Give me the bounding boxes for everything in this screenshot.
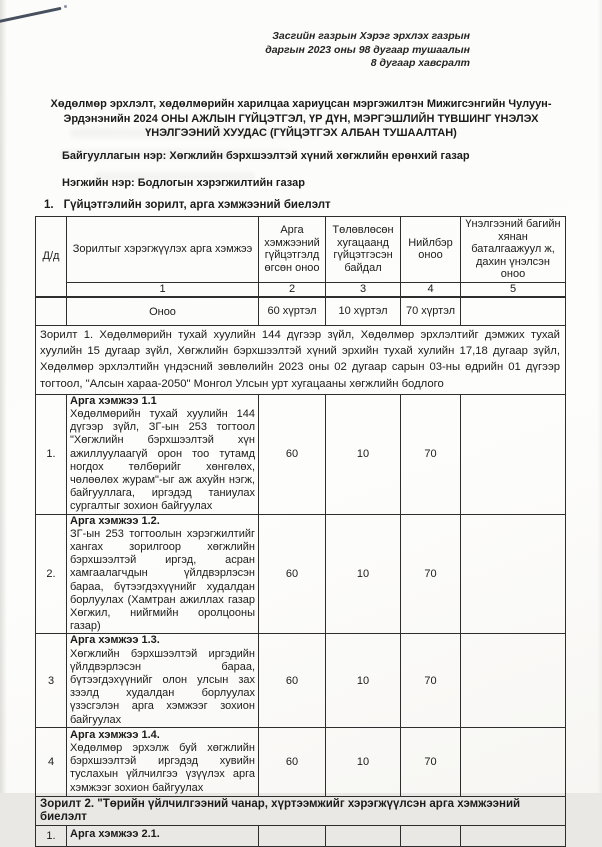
execution-score-value: 60 — [259, 514, 326, 634]
max-timeliness-score: 10 хүртэл — [326, 297, 401, 325]
measure-description: ЗГ-ын 253 тогтоолын хэрэгжилтийг хангах зорилгоор хөгжлийн бэрхшээлтэй иргэд, асран хамгаалагчдын үйлдвэрлэсэн бараа, бүтээгдэхүүнийг худалдан борлуулах (Хамтран ажиллах газар Хөгжил, нийгмийн оролцооны газар) — [70, 527, 255, 633]
empty-cell — [461, 825, 566, 846]
max-execution-score: 60 хүртэл — [259, 297, 326, 325]
total-score-value: 70 — [401, 634, 461, 727]
document-title: Хөдөлмөр эрхлэлт, хөдөлмөрийн харилцаа хариуцсан мэргэжилтэн Мижигсэнгийн Чулуун-Эрдэнэнийн 2024 ОНЫ АЖЛЫН ГҮЙЦЭТГЭЛ, ҮР ДҮН, МЭРГЭШЛИЙН ТҮВШИНГ ҮНЭЛЭХ ҮНЭЛГЭЭНИЙ ХУУДАС (ГҮЙЦЭТГЭХ АЛБАН ТУШААЛТАН) — [50, 98, 552, 140]
section-1-heading — [44, 199, 331, 211]
verified-score-cell — [461, 514, 566, 634]
measure-cell — [67, 825, 259, 846]
column-number: 5 — [461, 282, 566, 297]
row-number: 2. — [36, 514, 67, 634]
measure-title: Арга хэмжээ 2.1. — [70, 827, 160, 840]
decree-reference-line: Засгийн газрын Хэрэг эрхлэх газрын — [272, 30, 470, 42]
col-header-timeliness: Төлөвлөсөн хугацаанд гүйцэтгэсэн байдал — [326, 217, 401, 283]
empty-cell — [259, 825, 326, 846]
section-1-number: 1. — [44, 199, 54, 211]
max-total-score: 70 хүртэл — [401, 297, 461, 325]
execution-score-value: 60 — [259, 634, 326, 727]
column-number: 1 — [67, 282, 259, 297]
measure-title: Арга хэмжээ 1.4. — [70, 728, 160, 741]
verified-score-cell — [461, 394, 566, 514]
empty-cell — [461, 297, 566, 325]
verified-score-cell — [461, 727, 566, 796]
timeliness-score-value: 10 — [326, 634, 401, 727]
goal-1-text: Зорилт 1. Хөдөлмөрийн тухай хуулийн 144 дүгээр зүйл, Хөдөлмөр эрхлэлтийг дэмжих тухай хуулийн 15 дугаар зүйл, Хөгжлийн бэрхшээлтэй хүний эрхийн тухай хулийн 17,18 дугаар зүйл, Хөдөлмөр эрхлэлтийн үндэсний зөвлөлийн 2023 оны 02 дугаар сарын 03-ны өдрийн 01 дүгээр тогтоол, "Алсын хараа-2050" Монгол Улсын урт хугацааны хөгжлийн бодлого — [36, 325, 566, 394]
section-1-title: Гүйцэтгэлийн зорилт, арга хэмжээний биелэлт — [63, 199, 331, 211]
row-number: 1. — [36, 825, 67, 846]
row-number: 1. — [36, 394, 67, 514]
measure-description: Хөгжлийн бэрхшээлтэй иргэдийн үйлдвэрлэсэн бараа, бүтээгдэхүүнийг олон улсын зах зээлд худалдан борлуулах үзэсгэлэн арга хэмжээг зохион байгуулах — [70, 647, 255, 726]
decree-reference-line: 8 дугаар хавсралт — [370, 57, 470, 69]
table-header-row — [36, 217, 566, 283]
score-row-label: Оноо — [67, 297, 259, 325]
total-score-value: 70 — [401, 514, 461, 634]
decree-reference-line: даргын 2023 оны 98 дугаар тушаалын — [265, 43, 470, 56]
measure-cell — [67, 394, 259, 514]
total-score-value: 70 — [401, 394, 461, 514]
col-header-measure: Зорилтыг хэрэгжүүлэх арга хэмжээ — [67, 217, 259, 283]
decree-reference-note — [150, 30, 470, 71]
timeliness-score-value: 10 — [326, 394, 401, 514]
organization-name-line: Байгууллагын нэр: Хөгжлийн бэрхшээлтэй хүний хөгжлийн ерөнхий газар — [62, 150, 470, 162]
pen-dot-artifact — [64, 5, 67, 8]
total-score-value: 70 — [401, 727, 461, 796]
measure-row — [36, 514, 566, 634]
measure-cell — [67, 727, 259, 796]
goal-1-row — [36, 325, 566, 394]
measure-description: Хөдөлмөр эрхэлж буй хөгжлийн бэрхшээлтэй иргэдэд хувийн туслахын үйлчилгээ үзүүлэх арга хэмжээг зохион байгуулах — [70, 742, 255, 794]
row-number: 4 — [36, 727, 67, 796]
measure-cell — [67, 634, 259, 727]
col-header-execution-score: Арга хэмжээний гүйцэтгэлд өгсөн оноо — [259, 217, 326, 283]
row-number: 3 — [36, 634, 67, 727]
measure-row — [36, 634, 566, 727]
col-header-dd: Д/д — [36, 217, 67, 298]
measure-title: Арга хэмжээ 1.1 — [70, 394, 157, 407]
max-score-row — [36, 297, 566, 325]
timeliness-score-value: 10 — [326, 514, 401, 634]
goal-2-text: Зорилт 2. "Төрийн үйлчилгээний чанар, хүртээмжийг хэрэгжүүлсэн арга хэмжээний биелэлт — [36, 796, 566, 825]
measure-cell — [67, 514, 259, 634]
measure-description: Хөдөлмөрийн тухай хуулийн 144 дүгээр зүйл, ЗГ-ын 253 тогтоол "Хөгжлийн бэрхшээлтэй хүн ажиллуулаагүй орон тоо тутамд ногдох төлбөрийг хөнгөлөх, чөлөөлөх журам"-ыг аж ахуйн нэгж, байгууллага, иргэдэд таниулах сургалтыг зохион байгуулах — [70, 407, 255, 513]
empty-cell — [401, 825, 461, 846]
unit-name-line: Нэгжийн нэр: Бодлогын хэрэгжилтийн газар — [62, 177, 305, 189]
measure-row — [36, 727, 566, 796]
execution-score-value: 60 — [259, 727, 326, 796]
column-number: 3 — [326, 282, 401, 297]
verified-score-cell — [461, 634, 566, 727]
timeliness-score-value: 10 — [326, 727, 401, 796]
measure-title: Арга хэмжээ 1.2. — [70, 514, 160, 527]
empty-cell — [36, 297, 67, 325]
goal-2-row — [36, 796, 566, 825]
column-number: 4 — [401, 282, 461, 297]
performance-evaluation-table — [35, 216, 566, 847]
col-header-verified-score: Үнэлгээний багийн хянан баталгаажуул ж, дахин үнэлсэн оноо — [461, 217, 566, 283]
execution-score-value: 60 — [259, 394, 326, 514]
pen-stroke-artifact — [0, 7, 62, 24]
empty-cell — [326, 825, 401, 846]
column-number-row — [36, 282, 566, 297]
measure-title: Арга хэмжээ 1.3. — [70, 634, 160, 647]
measure-row — [36, 825, 566, 846]
col-header-total-score: Нийлбэр оноо — [401, 217, 461, 283]
column-number: 2 — [259, 282, 326, 297]
measure-row — [36, 394, 566, 514]
